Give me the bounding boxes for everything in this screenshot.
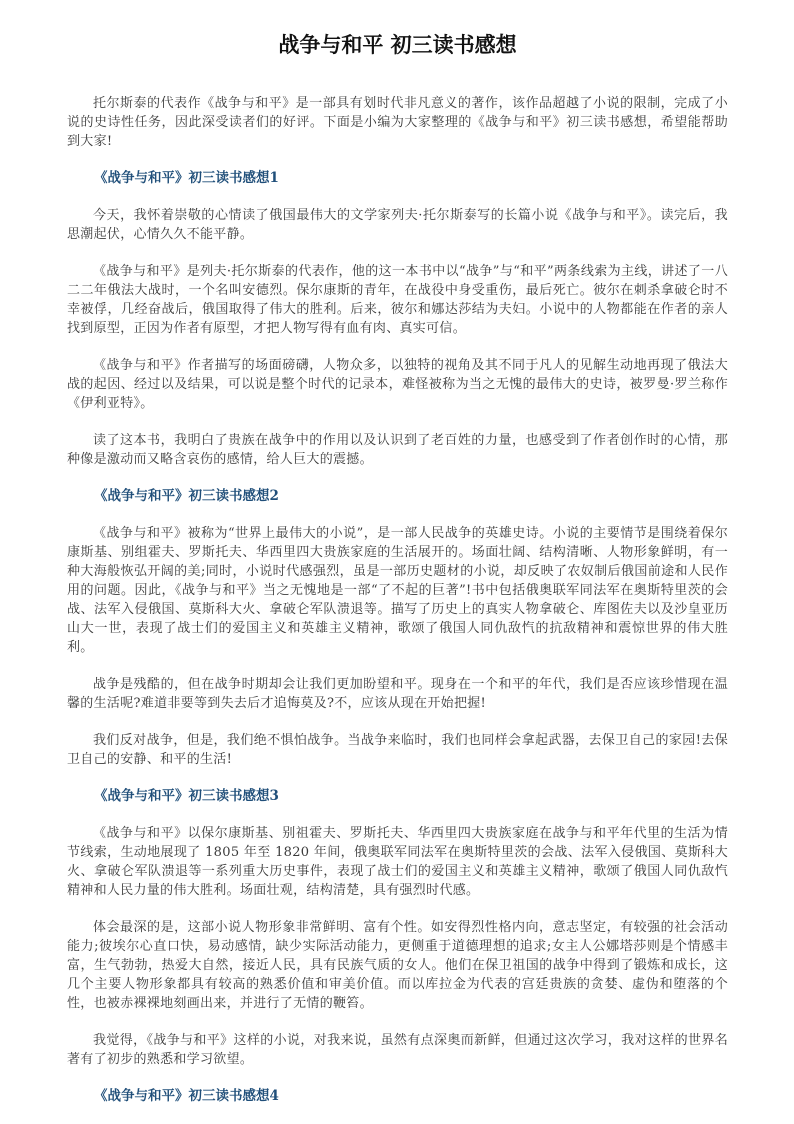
body-paragraph: 我觉得，《战争与和平》这样的小说，对我来说，虽然有点深奥而新鲜，但通过这次学习，我对这样的世界名著有了初步的熟悉和学习欲望。 <box>67 1033 728 1067</box>
sections-container <box>67 169 728 1106</box>
section-heading: 《战争与和平》初三读书感想2 <box>94 488 279 504</box>
body-paragraph: 战争是残酷的，但在战争时期却会让我们更加盼望和平。现身在一个和平的年代，我们是否应该珍惜现在温馨的生活呢?难道非要等到失去后才追悔莫及?不，应该从现在开始把握! <box>67 677 728 711</box>
body-paragraph: 《战争与和平》以保尔康斯基、别祖霍夫、罗斯托夫、华西里四大贵族家庭在战争与和平年代里的生活为情节线索，生动地展现了 1805 年至 1820 年间，俄奥联军同法军在奥斯特里茨的会战、法军入侵俄国、莫斯科大火、拿破仑军队溃退等一系列重大历史事件，表现了战士们的爱国主义和英雄主义精神，歌颂了俄国人同仇敌忾精神和人民力量的伟大胜利。场面壮观，结构清楚，具有强烈时代感。 <box>67 826 728 898</box>
document-title: 战争与和平 初三读书感想 <box>278 33 517 57</box>
body-paragraph: 今天，我怀着崇敬的心情读了俄国最伟大的文学家列夫·托尔斯泰写的长篇小说《战争与和平》。读完后，我思潮起伏，心情久久不能平静。 <box>67 208 728 242</box>
body-paragraph: 《战争与和平》是列夫·托尔斯泰的代表作，他的这一本书中以“战争”与“和平”两条线索为主线，讲述了一八二二年俄法大战时，一个名叫安德烈。保尔康斯的青年，在战役中身受重伤，最后死亡。彼尔在刺杀拿破仑时不幸被俘，几经奋战后，俄国取得了伟大的胜利。后来，彼尔和娜达莎结为夫妇。小说中的人物都能在作者的亲人找到原型，正因为作者有原型，才把人物写得有血有肉、真实可信。 <box>67 264 728 336</box>
body-paragraph: 体会最深的是，这部小说人物形象非常鲜明、富有个性。如安得烈性格内向，意志坚定，有较强的社会活动能力;彼埃尔心直口快，易动感情，缺少实际活动能力，更侧重于道德理想的追求;女主人公娜塔莎则是个情感丰富，生气勃勃，热爱大自然，接近人民，具有民族气质的女人。他们在保卫祖国的战争中得到了锻炼和成长，这几个主要人物形象都具有较高的熟悉价值和审美价值。而以库拉金为代表的宫廷贵族的贪婪、虚伪和堕落的个性，也被赤裸裸地刻画出来，并进行了无情的鞭笞。 <box>67 920 728 1011</box>
intro-paragraph: 托尔斯泰的代表作《战争与和平》是一部具有划时代非凡意义的著作，该作品超越了小说的限制，完成了小说的史诗性任务，因此深受读者们的好评。下面是小编为大家整理的《战争与和平》初三读书感想，希望能帮助到大家! <box>67 96 728 149</box>
body-paragraph: 《战争与和平》作者描写的场面磅礴，人物众多，以独特的视角及其不同于凡人的见解生动地再现了俄法大战的起因、经过以及结果，可以说是整个时代的记录本，难怪被称为当之无愧的最伟大的史诗，被罗曼·罗兰称作《伊利亚特》。 <box>67 358 728 411</box>
section-heading: 《战争与和平》初三读书感想3 <box>94 788 279 804</box>
body-paragraph: 我们反对战争，但是，我们绝不惧怕战争。当战争来临时，我们也同样会拿起武器，去保卫自己的家园!去保卫自己的安静、和平的生活! <box>67 733 728 767</box>
body-paragraph: 读了这本书，我明白了贵族在战争中的作用以及认识到了老百姓的力量，也感受到了作者创作时的心情，那种像是激动而又略含哀伤的感情，给人巨大的震撼。 <box>67 433 728 467</box>
body-paragraph: 《战争与和平》被称为“世界上最伟大的小说”，是一部人民战争的英雄史诗。小说的主要情节是围绕着保尔康斯基、别组霍夫、罗斯托夫、华西里四大贵族家庭的生活展开的。场面壮阔、结构清晰、人物形象鲜明，有一种大海般恢弘开阔的美;同时，小说时代感强烈，虽是一部历史题材的小说，却反映了农奴制后俄国前途和人民作用的问题。因此，《战争与和平》当之无愧地是一部“了不起的巨著”!书中包括俄奥联军同法军在奥斯特里茨的会战、法军入侵俄国、莫斯科大火、拿破仑军队溃退等。描写了历史上的真实人物拿破仑、库图佐夫以及沙皇亚历山大一世，表现了战士们的爱国主义和英雄主义精神，歌颂了俄国人同仇敌忾的抗敌精神和震惊世界的伟大胜利。 <box>67 526 728 655</box>
section-heading: 《战争与和平》初三读书感想4 <box>94 1088 279 1104</box>
section-heading: 《战争与和平》初三读书感想1 <box>94 170 279 186</box>
document-page <box>67 30 728 1124</box>
